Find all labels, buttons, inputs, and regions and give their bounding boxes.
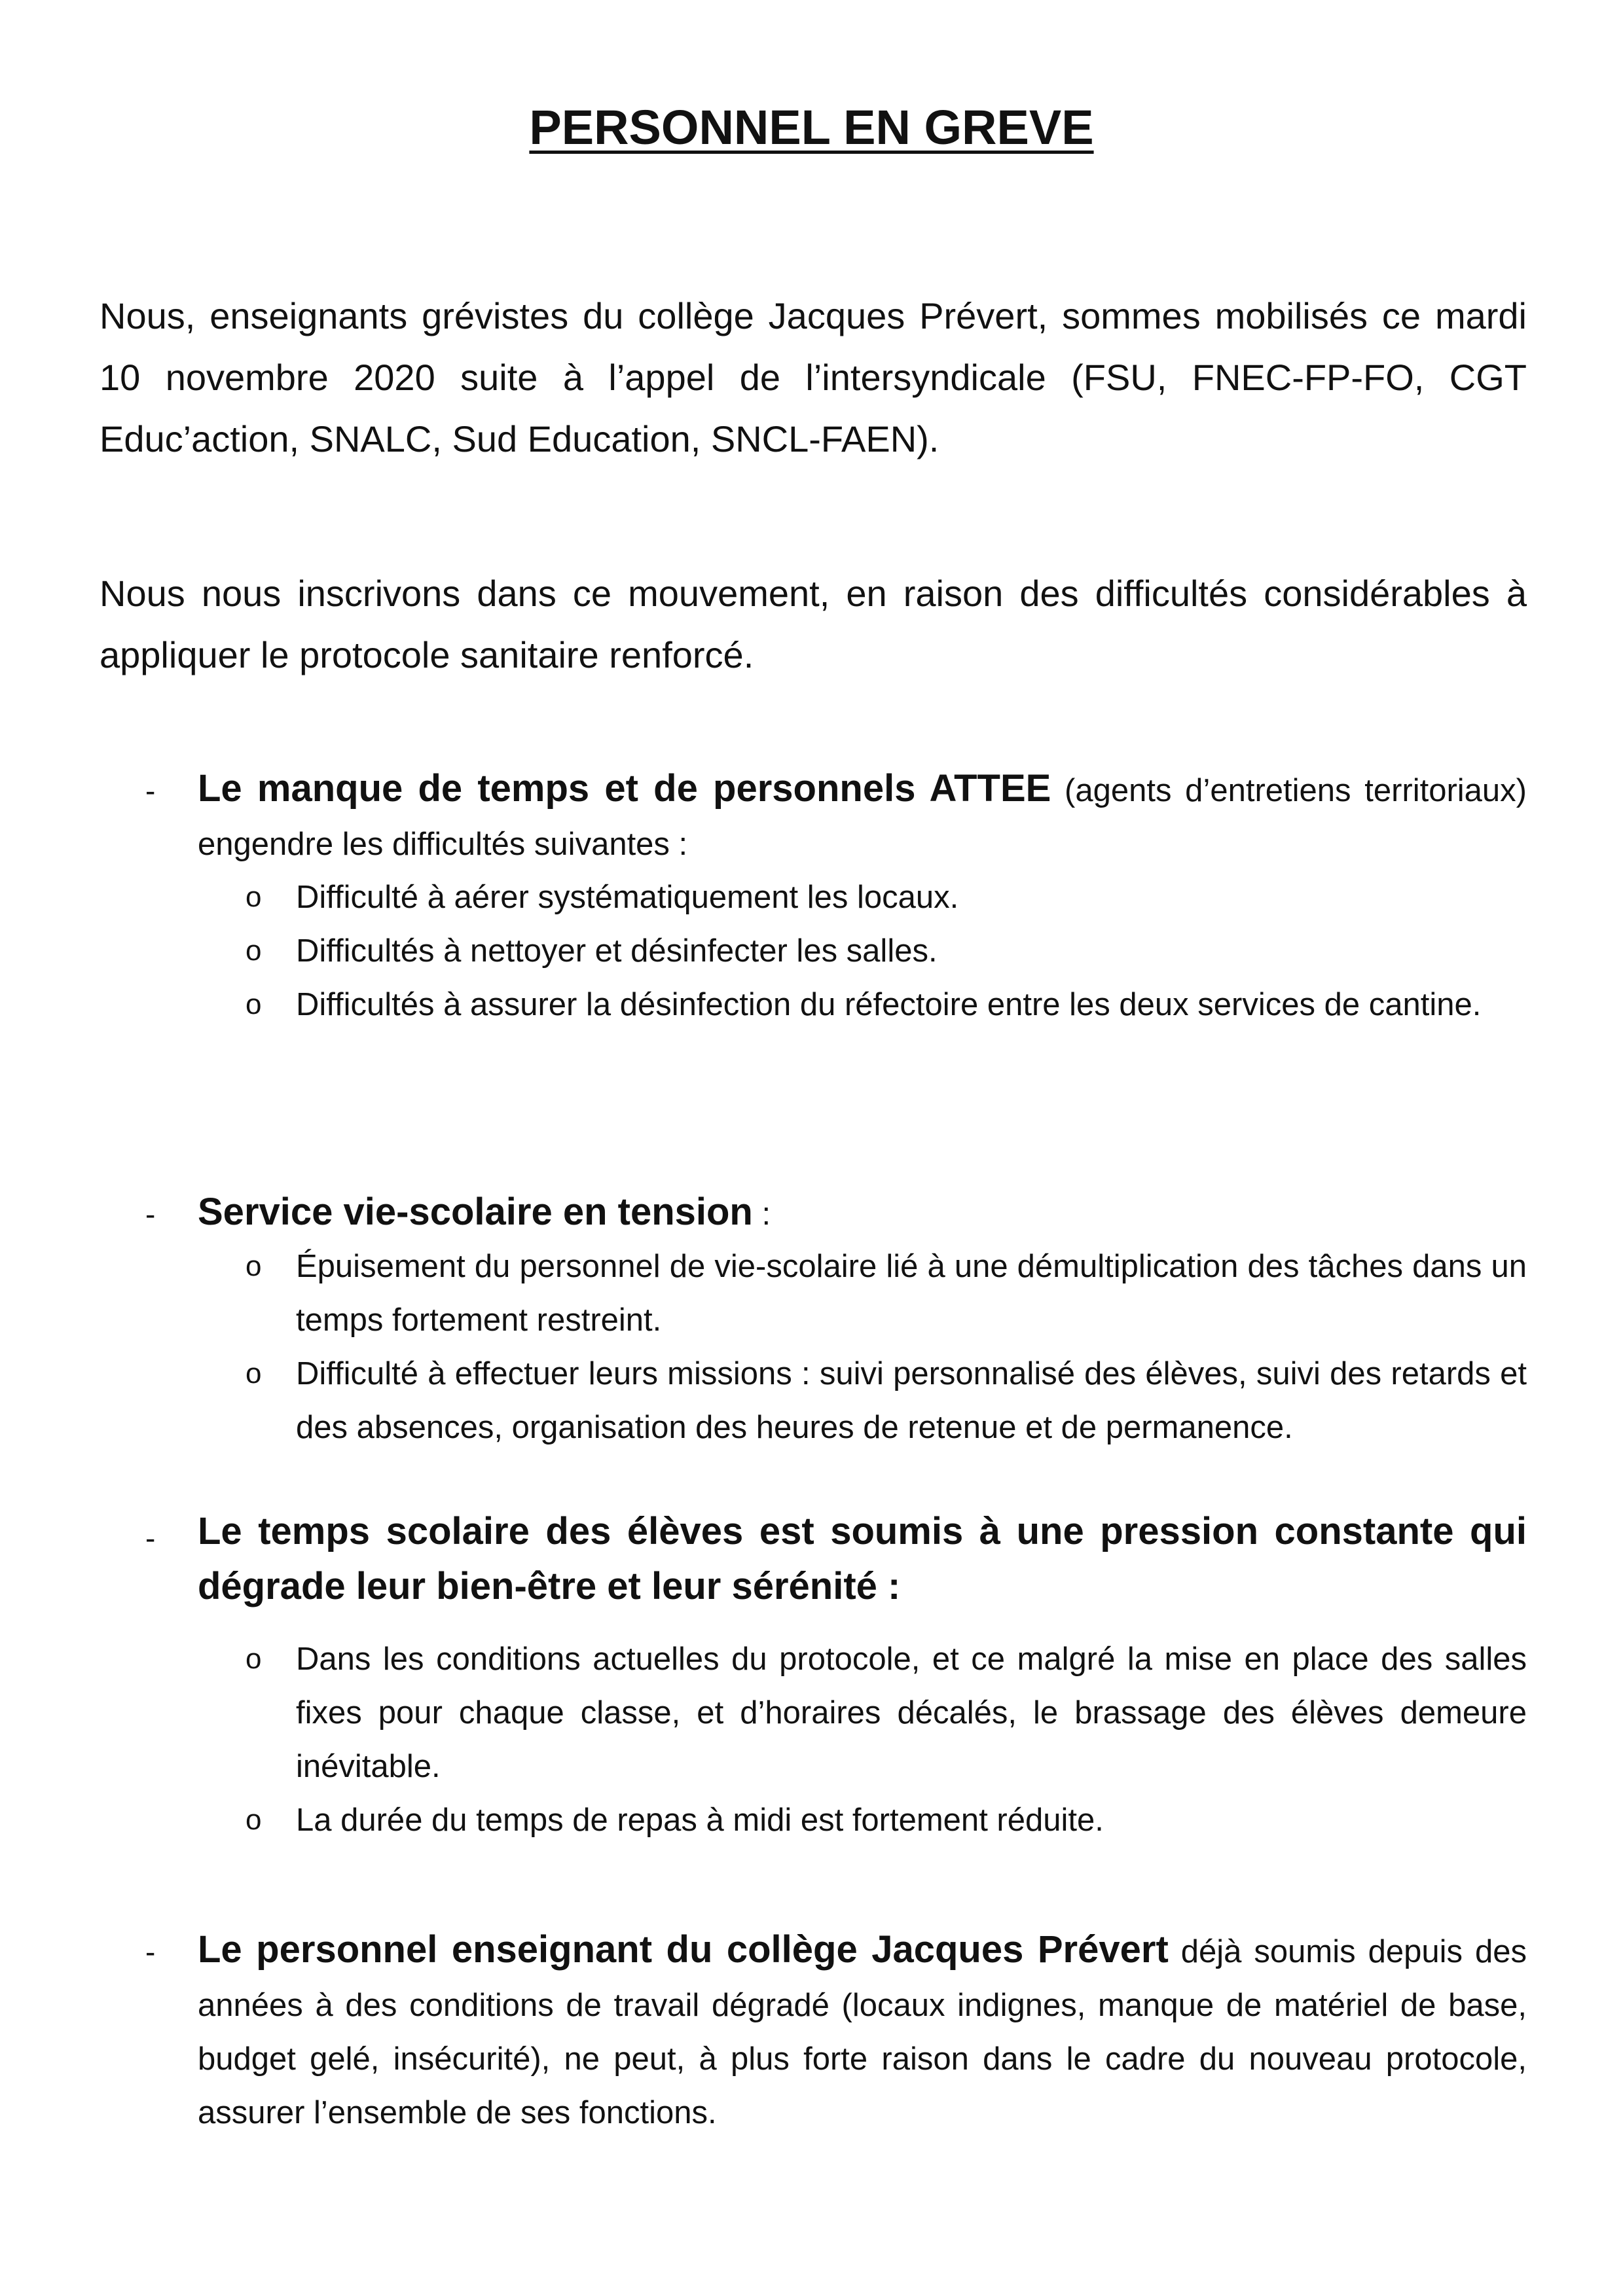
bullet-marker: o — [246, 881, 262, 913]
section-text — [198, 1185, 1527, 1241]
section-heading: Le temps scolaire des élèves est soumis à une pression constante qui dégrade leur bien-être et leur sérénité : — [198, 1510, 1527, 1607]
list-item: Difficulté à effectuer leurs missions : suivi personnalisé des élèves, suivi des retards et des absences, organisation des heures de retenue et de permanence. — [296, 1356, 1527, 1445]
section-heading: Le manque de temps et de personnels ATTEE — [198, 767, 1051, 810]
section-text — [198, 762, 1527, 871]
section-text — [198, 1923, 1527, 2140]
section-body: (agents d’entretiens territoriaux) engendre les difficultés suivantes : — [198, 773, 1527, 862]
intro-paragraph-1: Nous, enseignants grévistes du collège Jacques Prévert, sommes mobilisés ce mardi 10 novembre 2020 suite à l’appel de l’intersyndicale (FSU, FNEC-FP-FO, CGT Educ’action, SNALC, Sud Education, SNCL-FAEN). — [100, 295, 1527, 459]
dash-marker: - — [145, 1935, 156, 1969]
list-item: Dans les conditions actuelles du protocole, et ce malgré la mise en place des salles fixes pour chaque classe, et d’horaires décalés, le brassage des élèves demeure inévitable. — [296, 1641, 1527, 1784]
intro-paragraph-2: Nous nous inscrivons dans ce mouvement, en raison des difficultés considérables à appliquer le protocole sanitaire renforcé. — [100, 573, 1527, 675]
bullet-marker: o — [246, 1250, 262, 1282]
bullet-marker: o — [246, 1643, 262, 1675]
bullet-marker: o — [246, 1357, 262, 1390]
bullet-marker: o — [246, 935, 262, 967]
page-title — [0, 98, 1623, 157]
list-item: Difficultés à assurer la désinfection du réfectoire entre les deux services de cantine. — [296, 987, 1482, 1022]
dash-marker: - — [145, 1197, 156, 1231]
bullet-marker: o — [246, 988, 262, 1020]
page-title-text: PERSONNEL EN GREVE — [529, 100, 1094, 154]
list-item: Difficulté à aérer systématiquement les locaux. — [296, 880, 959, 915]
dash-marker: - — [145, 774, 156, 808]
section-heading: Le personnel enseignant du collège Jacques Prévert — [198, 1928, 1169, 1971]
list-item: Épuisement du personnel de vie-scolaire lié à une démultiplication des tâches dans un temps fortement restreint. — [296, 1249, 1527, 1338]
list-item: La durée du temps de repas à midi est fortement réduite. — [296, 1803, 1104, 1838]
section-body: : — [752, 1196, 771, 1232]
section-heading: Service vie-scolaire en tension — [198, 1191, 753, 1233]
bullet-marker: o — [246, 1804, 262, 1836]
section-body: déjà soumis depuis des années à des conditions de travail dégradé (locaux indignes, manque de matériel de base, budget gelé, insécurité), ne peut, à plus forte raison dans le cadre du nouveau protocole, assurer l’ensemble de ses fonctions. — [198, 1934, 1527, 2130]
list-item: Difficultés à nettoyer et désinfecter les salles. — [296, 933, 938, 969]
dash-marker: - — [145, 1521, 156, 1555]
